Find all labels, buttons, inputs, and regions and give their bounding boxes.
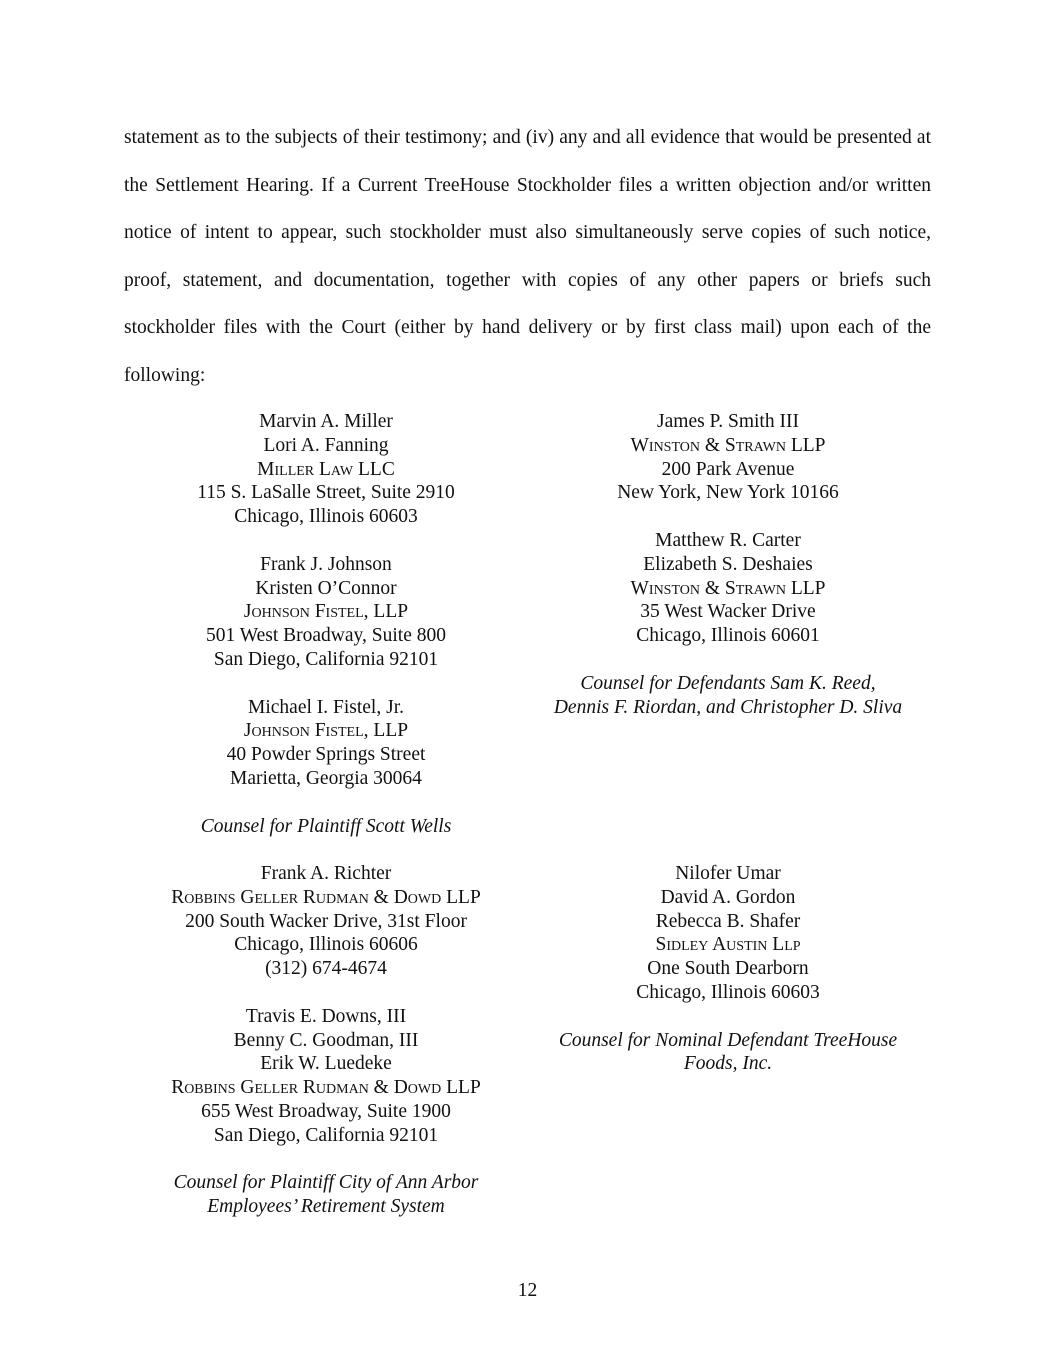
counsel-block [124, 410, 528, 529]
attorney-name: Frank J. Johnson [260, 553, 392, 575]
counsel-block [124, 1005, 528, 1148]
firm-name: Winston & Strawn LLP [630, 434, 826, 456]
attorney-name: Michael I. Fistel, Jr. [248, 696, 404, 718]
address-line: Chicago, Illinois 60603 [234, 506, 418, 528]
firm-name: Johnson Fistel, LLP [243, 720, 409, 742]
counsel-block [124, 696, 528, 791]
counsel-designation [124, 815, 528, 839]
address-line: Marietta, Georgia 30064 [230, 767, 422, 789]
address-line: 115 S. LaSalle Street, Suite 2910 [197, 482, 455, 504]
address-line: 35 West Wacker Drive [640, 601, 816, 623]
body-paragraph: statement as to the subjects of their testimony; and (iv) any and all evidence that would be presented at the Settlement Hearing. If a Current TreeHouse Stockholder files a written objection and/or written notice of intent to appear, such stockholder must also simultaneously serve copies of such notice, proof, statement, and documentation, together with copies of any other papers or briefs such stockholder files with the Court (either by hand delivery or by first class mail) upon each of the following: [124, 127, 931, 386]
attorney-name: Matthew R. Carter [655, 529, 801, 551]
firm-name: Robbins Geller Rudman & Dowd LLP [171, 886, 481, 908]
right-column-bottom [528, 862, 928, 1076]
counsel-block [528, 410, 928, 505]
attorney-name: Marvin A. Miller [259, 411, 393, 432]
firm-name: Robbins Geller Rudman & Dowd LLP [171, 1077, 481, 1099]
counsel-for-line: Dennis F. Riordan, and Christopher D. Sliva [553, 696, 903, 718]
counsel-block [124, 553, 528, 672]
address-line: San Diego, California 92101 [213, 1124, 439, 1146]
counsel-for-line: Counsel for Plaintiff City of Ann Arbor [173, 1172, 479, 1194]
address-line: Chicago, Illinois 60603 [636, 981, 820, 1003]
counsel-designation [528, 672, 928, 720]
attorney-name: Kristen O’Connor [255, 577, 397, 599]
counsel-block [528, 529, 928, 648]
attorney-name: Travis E. Downs, III [245, 1005, 407, 1027]
address-line: New York, New York 10166 [617, 482, 839, 504]
counsel-for-line: Counsel for Plaintiff Scott Wells [200, 815, 452, 837]
address-line: 40 Powder Springs Street [226, 744, 426, 766]
firm-name: Winston & Strawn LLP [630, 577, 826, 599]
counsel-for-line: Employees’ Retirement System [207, 1196, 445, 1218]
phone-line: (312) 674-4674 [265, 958, 387, 980]
address-line: 200 Park Avenue [661, 458, 795, 480]
attorney-name: Rebecca B. Shafer [655, 910, 801, 932]
firm-name: Miller Law LLC [257, 458, 395, 480]
counsel-block [124, 862, 528, 981]
address-line: Chicago, Illinois 60606 [234, 934, 418, 956]
address-line: One South Dearborn [647, 958, 809, 980]
left-column-bottom [124, 862, 528, 1219]
firm-name: Johnson Fistel, LLP [243, 601, 409, 623]
left-column-top [124, 410, 528, 838]
counsel-designation [124, 1171, 528, 1219]
counsel-for-line: Counsel for Nominal Defendant TreeHouse [558, 1029, 898, 1051]
attorney-name: James P. Smith III [657, 411, 799, 432]
page-number: 12 [517, 1280, 538, 1301]
address-line: San Diego, California 92101 [213, 648, 439, 670]
address-line: 200 South Wacker Drive, 31st Floor [185, 910, 467, 932]
attorney-name: Erik W. Luedeke [260, 1053, 392, 1075]
attorney-name: Frank A. Richter [260, 863, 392, 884]
attorney-name: David A. Gordon [660, 886, 796, 908]
attorney-name: Nilofer Umar [675, 863, 781, 884]
attorney-name: Lori A. Fanning [263, 434, 389, 456]
address-line: 655 West Broadway, Suite 1900 [201, 1100, 451, 1122]
right-column-top [528, 410, 928, 719]
firm-name: Sidley Austin Llp [655, 934, 801, 956]
address-line: 501 West Broadway, Suite 800 [206, 625, 446, 647]
counsel-block [528, 862, 928, 1005]
counsel-for-line: Foods, Inc. [683, 1053, 773, 1075]
counsel-for-line: Counsel for Defendants Sam K. Reed, [580, 672, 876, 694]
counsel-designation [528, 1029, 928, 1077]
attorney-name: Benny C. Goodman, III [233, 1029, 419, 1051]
attorney-name: Elizabeth S. Deshaies [643, 553, 813, 575]
address-line: Chicago, Illinois 60601 [636, 625, 820, 647]
